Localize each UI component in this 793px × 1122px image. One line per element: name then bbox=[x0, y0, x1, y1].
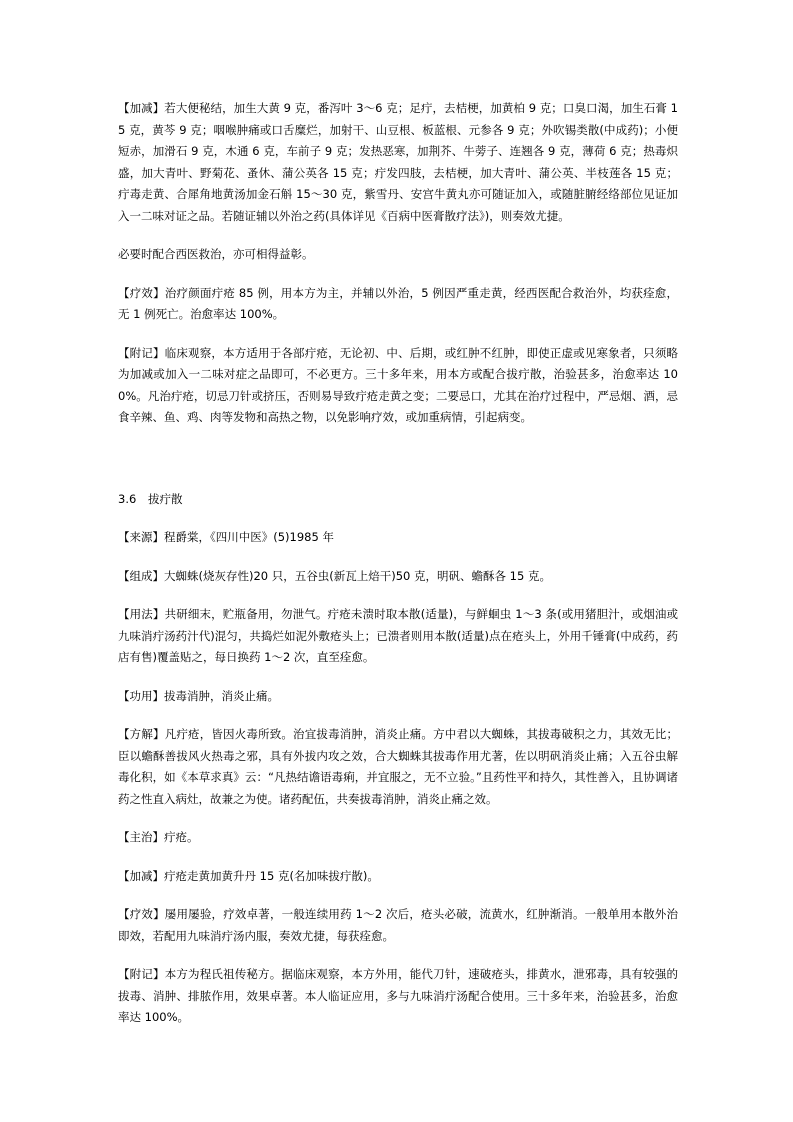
section-number: 3.6 bbox=[118, 491, 137, 506]
text-laiyuan: 程爵棠，《四川中医》(5)1985 年 bbox=[164, 530, 334, 544]
paragraph-note bbox=[118, 244, 678, 266]
text-zucheng: 大蜘蛛(烧灰存性)20 只，五谷虫(新瓦上焙干)50 克，明矾、蟾酥各 15 克。 bbox=[164, 568, 551, 583]
paragraph-fangjie bbox=[118, 724, 678, 810]
paragraph-jiajian-2 bbox=[118, 866, 678, 888]
text-jiajian-2: 疔疮走黄加黄升丹 15 克(名加味拔疔散)。 bbox=[164, 868, 379, 883]
document-page bbox=[118, 98, 678, 1046]
text-liaoxiao-2: 屡用屡验，疗效卓著，一般连续用药 1～2 次后，疮头必破，流黄水，红肿渐消。一般单用本散外治即效，若配用九味消疔汤内服，奏效尤捷，每获痊愈。 bbox=[118, 907, 678, 943]
text-fuji-2: 本方为程氏祖传秘方。据临床观察，本方外用，能代刀针，速破疮头，排黄水，泄邪毒，具有较强的拔毒、消肿、排脓作用，效果卓著。本人临证应用，多与九味消疔汤配合使用。三十多年来，治验甚多，治愈率达 100%。 bbox=[118, 967, 679, 1024]
label-fangjie: 【方解】 bbox=[118, 727, 165, 741]
text-fangjie: 凡疔疮，皆因火毒所致。治宜拔毒消肿，消炎止痛。方中君以大蜘蛛，其拔毒破积之力，其效无比；臣以蟾酥善拔风火热毒之邪，具有外拔内攻之效，合大蜘蛛其拔毒作用尤著，佐以明矾消炎止痛；入五谷虫解毒化积，如《本草求真》云：“凡热结谵语毒痢，并宜服之，无不立验。”且药性平和持久，其性善入，且协调诸药之性直入病灶，故兼之为使。诸药配伍，共奏拔毒消肿，消炎止痛之效。 bbox=[118, 727, 679, 806]
label-liaoxiao: 【疗效】 bbox=[118, 285, 165, 300]
paragraph-zucheng bbox=[118, 566, 678, 588]
section-title: 拔疔散 bbox=[148, 491, 183, 506]
text-jiajian: 若大便秘结，加生大黄 9 克，番泻叶 3～6 克；足疔，去桔梗，加黄柏 9 克；口臭口渴，加生石膏 15 克，黄芩 9 克；咽喉肿痛或口舌糜烂，加射干、山豆根、板蓝根、元参各 9 克；外吹锡类散(中成药)；小便短赤，加滑石 9 克，木通 6 克，车前子 9 克；发热恶寒，加荆芥、牛蒡子、连翘各 9 克，薄荷 6 克；热毒炽盛，加大青叶、野菊花、蚤休、蒲公英各 15 克；疔发四肢，去桔梗，加大青叶、蒲公英、半枝莲各 15 克；疔毒走黄、合犀角地黄汤加金石斛 15～30 克，紫雪丹、安宫牛黄丸亦可随证加入，或随脏腑经络部位见证加入一二味对证之品。若随证辅以外治之药(具体详见《百病中医膏散疗法》)，则奏效尤捷。 bbox=[118, 101, 678, 223]
paragraph-liaoxiao bbox=[118, 283, 678, 326]
label-fuji: 【附记】 bbox=[118, 345, 165, 360]
text-yongfa: 共研细末，贮瓶备用，勿泄气。疔疮未溃时取本散(适量)，与鲜蛔虫 1～3 条(或用猪胆汁，或烟油或九味消疔汤药汁代)混匀，共捣烂如泥外敷疮头上；已溃者则用本散(适量)点在疮头上，外用千锤膏(中成药，药店有售)覆盖贴之，每日换药 1～2 次，直至痊愈。 bbox=[118, 607, 679, 664]
paragraph-fuji-2 bbox=[118, 964, 678, 1029]
paragraph-zhuzhi bbox=[118, 827, 678, 849]
label-yongfa: 【用法】 bbox=[118, 607, 165, 621]
paragraph-yongfa bbox=[118, 604, 678, 669]
text-liaoxiao: 治疗颜面疔疮 85 例，用本方为主，并辅以外治，5 例因严重走黄，经西医配合救治外，均获痊愈，无 1 例死亡。治愈率达 100%。 bbox=[118, 285, 679, 321]
text-note: 必要时配合西医救治，亦可相得益彰。 bbox=[118, 247, 314, 261]
label-jiajian: 【加减】 bbox=[118, 101, 165, 115]
label-liaoxiao-2: 【疗效】 bbox=[118, 907, 165, 921]
paragraph-jiajian bbox=[118, 98, 678, 227]
text-fuji: 临床观察，本方适用于各部疔疮，无论初、中、后期，或红肿不红肿，即使正虚或见寒象者，只须略为加减或加入一二味对症之品即可，不必更方。三十多年来，用本方或配合拔疔散，治验甚多，治愈率达 100%。凡治疔疮，切忌刀针或挤压，否则易导致疔疮走黄之变；二要忌口，尤其在治疗过程中，严忌烟、酒，忌食辛辣、鱼、鸡、肉等发物和高热之物，以免影响疗效，或加重病情，引起病变。 bbox=[118, 345, 679, 424]
label-gongyong: 【功用】 bbox=[118, 688, 164, 703]
label-jiajian-2: 【加减】 bbox=[118, 868, 164, 883]
label-laiyuan: 【来源】 bbox=[118, 530, 164, 544]
text-gongyong: 拔毒消肿，消炎止痛。 bbox=[164, 688, 279, 703]
paragraph-gongyong bbox=[118, 686, 678, 708]
paragraph-laiyuan bbox=[118, 527, 678, 549]
label-zucheng: 【组成】 bbox=[118, 568, 164, 583]
paragraph-fuji bbox=[118, 343, 678, 429]
paragraph-liaoxiao-2 bbox=[118, 904, 678, 947]
text-zhuzhi: 疔疮。 bbox=[164, 830, 199, 844]
section-heading bbox=[118, 489, 678, 511]
label-zhuzhi: 【主治】 bbox=[118, 830, 164, 844]
label-fuji-2: 【附记】 bbox=[118, 967, 165, 981]
